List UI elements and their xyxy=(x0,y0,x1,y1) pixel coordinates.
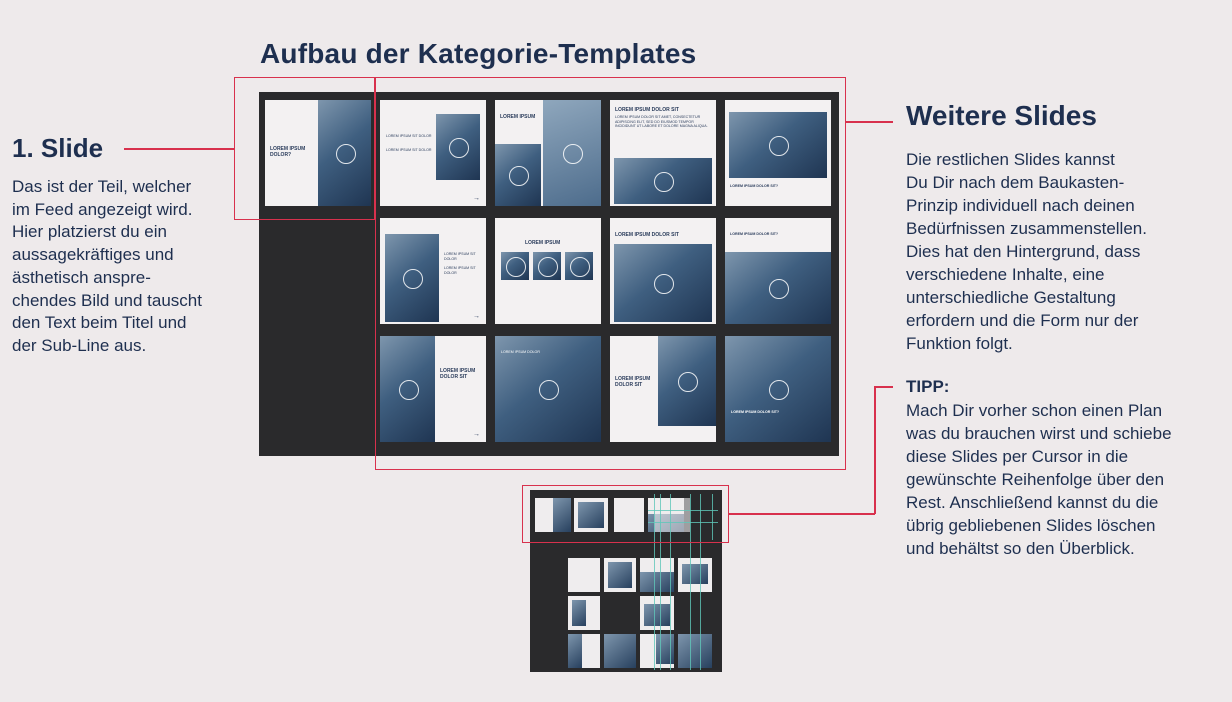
connector-line xyxy=(124,148,234,150)
card-body: LOREM IPSUM DOLOR SIT AMET, CONSECTETUR ADIPISCING ELIT, SED DO EIUSMOD TEMPOR INCIDIDUNT UT LABORE ET DOLORE MAGNA ALIQUA. xyxy=(615,115,708,129)
card-title: LOREM IPSUM DOLOR SIT? xyxy=(730,232,779,236)
arrow-icon: → xyxy=(473,195,480,202)
card-title: LOREM IPSUM DOLOR SIT xyxy=(615,107,679,113)
tip-highlight xyxy=(522,485,729,543)
further-slides-heading: Weitere Slides xyxy=(906,100,1097,131)
card-title: LOREM IPSUM xyxy=(500,114,536,120)
card-text: LOREM IPSUM SIT DOLOR xyxy=(386,134,432,138)
connector-line xyxy=(874,386,893,388)
card-text: LOREM IPSUM SIT DOLOR xyxy=(444,252,476,261)
arrow-icon: → xyxy=(473,431,480,438)
card-title: LOREM IPSUM DOLOR SIT? xyxy=(731,410,780,414)
mini-slide xyxy=(604,634,636,668)
connector-line xyxy=(846,121,893,123)
card-title: LOREM IPSUM DOLOR SIT? xyxy=(730,184,779,188)
first-slide-highlight xyxy=(234,77,375,220)
card-title: LOREM IPSUM DOLOR? xyxy=(270,146,306,158)
card-title: LOREM IPSUM DOLOR xyxy=(501,350,540,354)
tip-description: Mach Dir vorher schon einen Plan was du brauchen wirst und schiebe diese Slides per Cursor in die gewünschte Reihenfolge über den Rest. Anschließend kannst du die übrig gebliebenen Slides löschen und behältst so den Überblick. xyxy=(906,401,1172,558)
mini-slide xyxy=(678,558,712,592)
mini-slide xyxy=(568,558,600,592)
card-title: LOREM IPSUM DOLOR SIT xyxy=(615,232,679,238)
mini-slide xyxy=(640,634,674,668)
first-slide-description: Das ist der Teil, welcher im Feed angezeigt wird. Hier platzierst du ein aussagekräftiges und ästhetisch anspre- chendes Bild und tauscht den Text beim Titel und der Sub-Line aus. xyxy=(12,177,202,355)
card-title: LOREM IPSUM DOLOR SIT xyxy=(440,368,476,380)
mini-slide xyxy=(568,634,600,668)
card-text: LOREM IPSUM SIT DOLOR xyxy=(386,148,432,152)
further-slides-highlight xyxy=(375,77,846,470)
connector-line xyxy=(874,386,876,514)
mini-slide xyxy=(678,634,712,668)
mini-slide xyxy=(604,558,636,592)
connector-line xyxy=(729,513,875,515)
first-slide-heading: 1. Slide xyxy=(12,133,104,163)
tip-heading: TIPP: xyxy=(906,377,950,396)
page-title: Aufbau der Kategorie-Templates xyxy=(260,38,697,69)
card-title: LOREM IPSUM DOLOR SIT xyxy=(615,376,651,388)
mini-slide xyxy=(640,558,674,592)
mini-slide xyxy=(568,596,600,630)
card-text: LOREM IPSUM SIT DOLOR xyxy=(444,266,476,275)
arrow-icon: → xyxy=(473,313,480,320)
further-slides-description: Die restlichen Slides kannst Du Dir nach dem Baukasten- Prinzip individuell nach deinen Bedürfnissen zusammenstellen. Dies hat den Hintergrund, dass verschiedene Inhalte, eine unterschiedliche Gestaltung erfordern und die Form nur der Funktion folgt. xyxy=(906,150,1147,353)
mini-slide xyxy=(640,596,674,630)
card-title: LOREM IPSUM xyxy=(525,240,561,246)
